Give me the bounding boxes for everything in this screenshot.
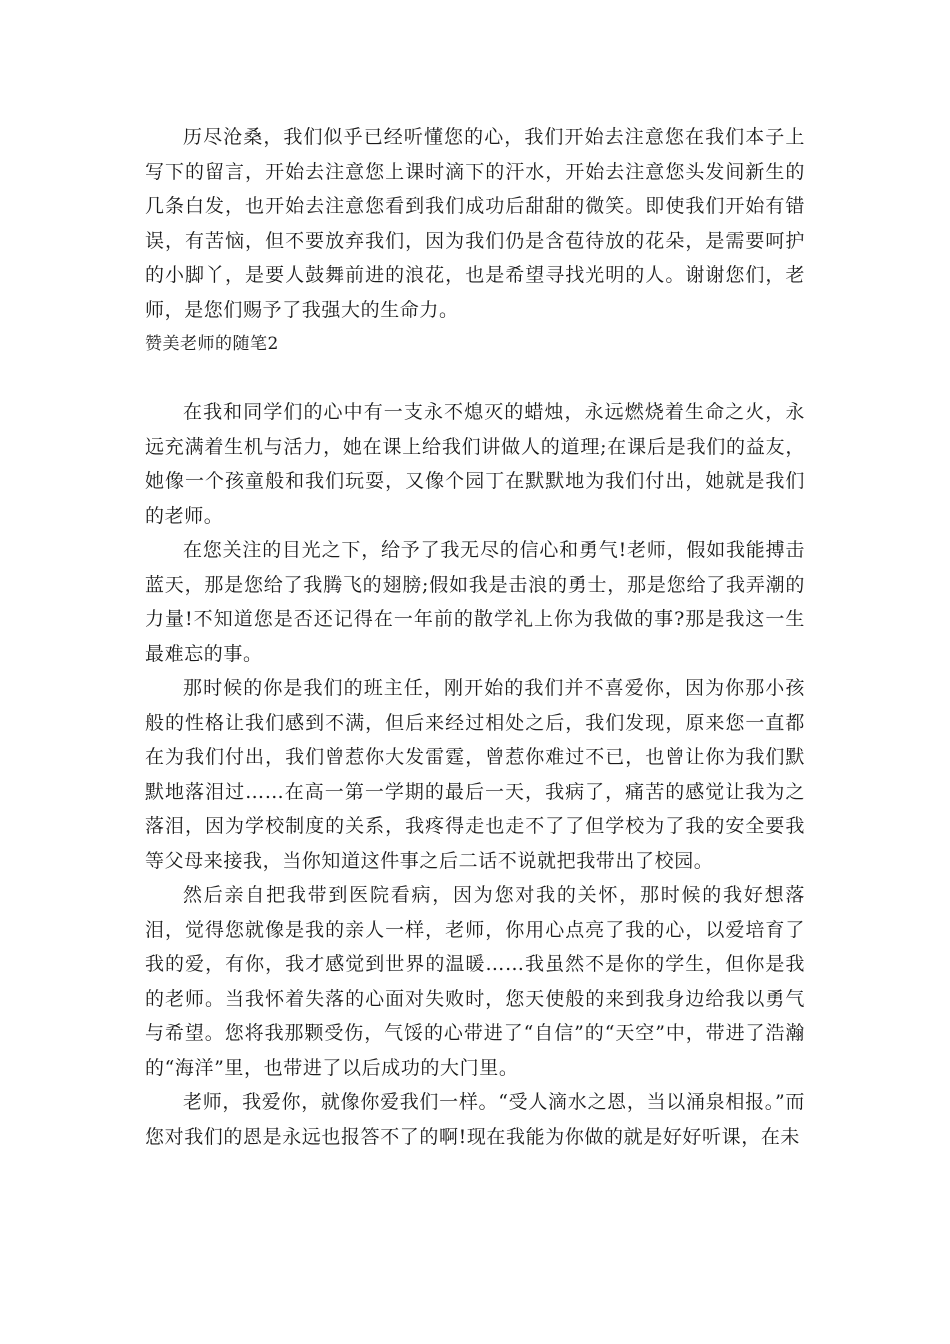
spacer xyxy=(145,361,805,395)
paragraph: 然后亲自把我带到医院看病，因为您对我的关怀，那时候的我好想落泪，觉得您就像是我的亲人一样，老师，你用心点亮了我的心，以爱培育了我的爱，有你，我才感觉到世界的温暖……我虽然不是你的学生，但你是我的老师。当我怀着失落的心面对失败时，您天使般的来到我身边给我以勇气与希望。您将我那颗受伤，气馁的心带进了“自信”的“天空”中，带进了浩瀚的“海洋”里，也带进了以后成功的大门里。 xyxy=(145,884,805,1079)
paragraph: 在我和同学们的心中有一支永不熄灭的蜡烛，永远燃烧着生命之火，永远充满着生机与活力，她在课上给我们讲做人的道理;在课后是我们的益友，她像一个孩童般和我们玩耍，又像个园丁在默默地为我们付出，她就是我们的老师。 xyxy=(145,401,805,527)
paragraph: 那时候的你是我们的班主任，刚开始的我们并不喜爱你，因为你那小孩般的性格让我们感到不满，但后来经过相处之后，我们发现，原来您一直都在为我们付出，我们曾惹你大发雷霆，曾惹你难过不已，也曾让你为我们默默地落泪过……在高一第一学期的最后一天，我病了，痛苦的感觉让我为之落泪，因为学校制度的关系，我疼得走也走不了了但学校为了我的安全要我等父母来接我，当你知道这件事之后二话不说就把我带出了校园。 xyxy=(145,677,805,872)
paragraph: 在您关注的目光之下，给予了我无尽的信心和勇气!老师，假如我能搏击蓝天，那是您给了我腾飞的翅膀;假如我是击浪的勇士，那是您给了我弄潮的力量!不知道您是否还记得在一年前的散学礼上你为我做的事?那是我这一生最难忘的事。 xyxy=(145,539,805,665)
paragraph: 老师，我爱你，就像你爱我们一样。“受人滴水之恩，当以涌泉相报。”而您对我们的恩是永远也报答不了的啊!现在我能为你做的就是好好听课，在未 xyxy=(145,1091,805,1148)
paragraph: 历尽沧桑，我们似乎已经听懂您的心，我们开始去注意您在我们本子上写下的留言，开始去注意您上课时滴下的汗水，开始去注意您头发间新生的几条白发，也开始去注意您看到我们成功后甜甜的微笑。即使我们开始有错误，有苦恼，但不要放弃我们，因为我们仍是含苞待放的花朵，是需要呵护的小脚丫，是要人鼓舞前进的浪花，也是希望寻找光明的人。谢谢您们，老师，是您们赐予了我强大的生命力。 xyxy=(145,126,805,321)
section-heading: 赞美老师的随笔2 xyxy=(145,334,279,354)
document-body xyxy=(145,120,805,1154)
